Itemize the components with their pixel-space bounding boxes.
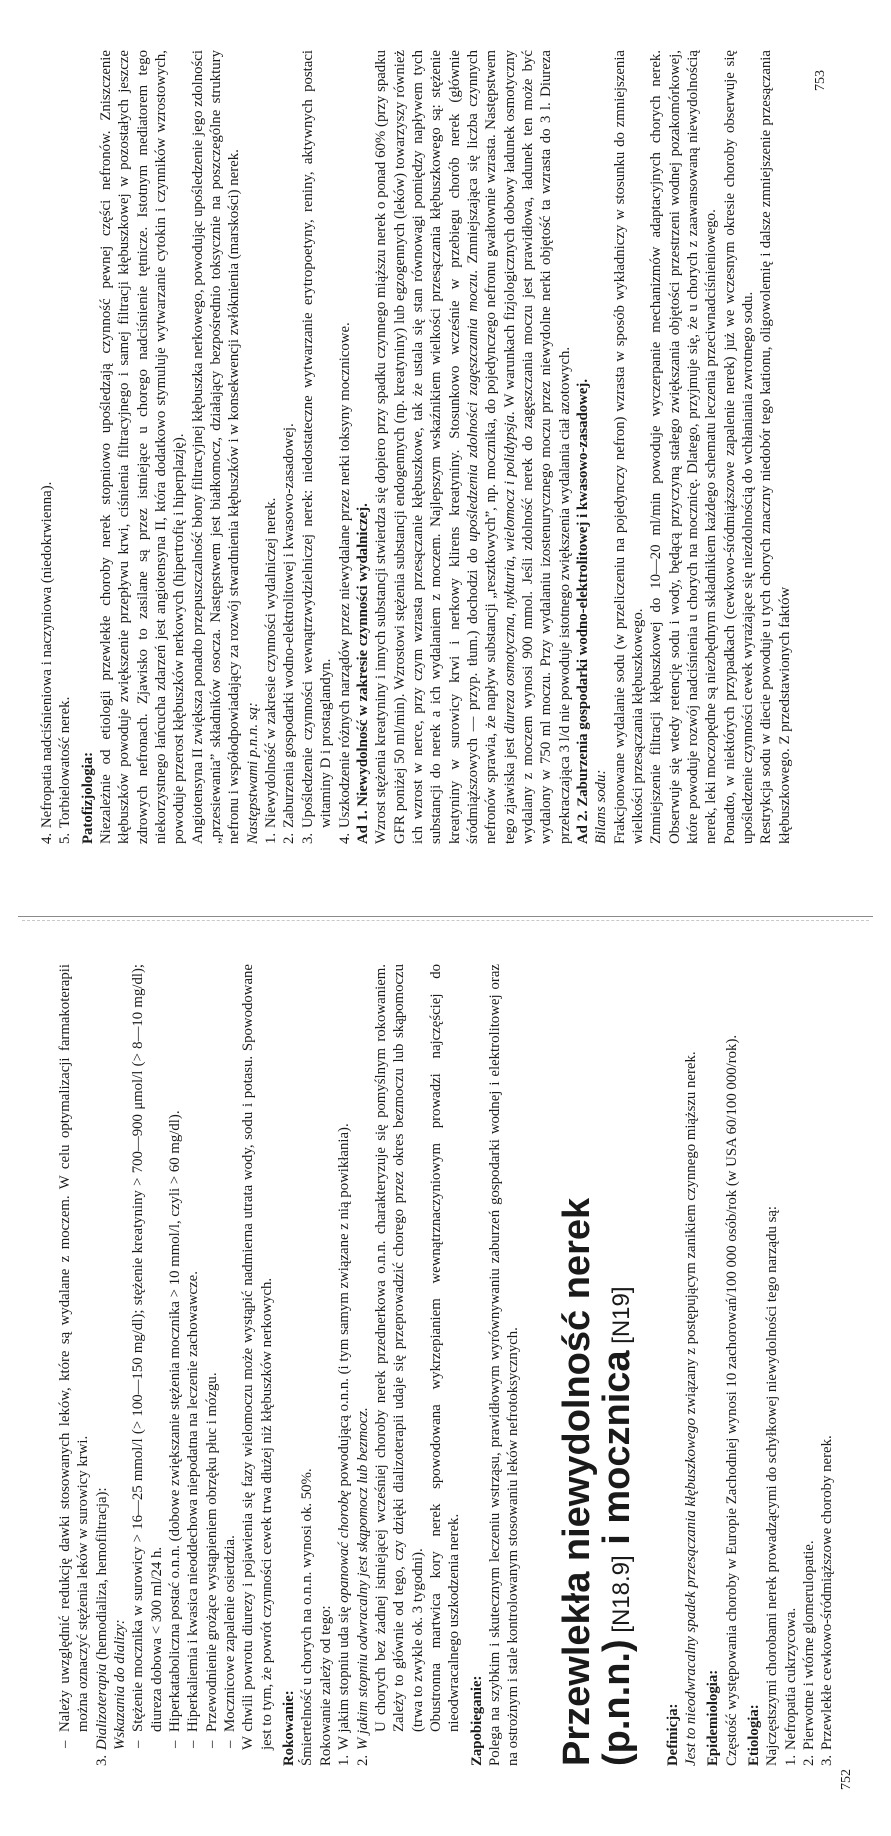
paragraph: Zmniejszenie filtracji kłębuszkowej do 10—20 ml/min powoduje wyczerpanie mechanizmów adaptacyjnych chorych nerek. Obserwuje się wtedy retencję sodu i wody, będącą przyczyną stałego zwiększania objętości przestrzeni wodnej pozakomórkowej, które powoduje rozwój nadciśnienia u chorych na mocznicę. Dlatego, przyjmuje się, że u chorych z zaawansowaną niewydolnością nerek, leki moczopędne są niezbędnym składnikiem każdego schematu leczenia przeciwnadciśnieniowego. <box>648 50 720 844</box>
heading-rokowanie: Rokowanie: <box>281 1690 298 1766</box>
list-item: – Przewodnienie grożące wystąpieniem obrzęku płuc i mózgu. <box>203 1372 220 1748</box>
subheading: Bilans sodu: <box>593 769 610 844</box>
heading-patofizjologia: Patofizjologia: <box>79 751 96 844</box>
paragraph: Ponadto, w niektórych przypadkach (cewkowo-śródmiąższowe zapalenie nerek) już we wczesnym okresie choroby obserwuje się upośledzenie czynności cewek wyrażające się niezdolnością do wchłaniania zwrotnego sodu. <box>721 50 757 844</box>
subheading: Następstwami p.n.n. są: <box>244 702 261 844</box>
heading-ad1: Ad 1. Niewydolność w zakresie czynności wydalniczej. <box>354 503 371 844</box>
paragraph: Rokowanie zależy od tego: <box>317 1605 334 1766</box>
chapter-title: Przewlekła niewydolność nerek (p.n.n.) [N18.9] i mocznica [N19] <box>555 1197 638 1766</box>
subheading: Wskazania do dializy: <box>112 1619 129 1750</box>
heading-etiologia: Etiologia: <box>745 1704 762 1766</box>
heading-ad2: Ad 2. Zaburzenia gospodarki wodno-elektrolitowej i kwasowo-zasadowej. <box>574 378 591 844</box>
paragraph: Jest to nieodwracalny spadek przesączania kłębuszkowego związany z postępującym zanikiem czynnego miąższu nerek. <box>682 1051 699 1766</box>
list-item: 1. Nefropatia cukrzycowa. <box>782 1607 799 1766</box>
page-number: 753 <box>813 70 828 91</box>
list-item: 2. Zaburzenia gospodarki wodno-elektrolitowej i kwasowo-zasadowej. <box>281 423 298 844</box>
paragraph: Polega na szybkim i skutecznym leczeniu wstrząsu, prawidłowym wyrównywaniu zaburzeń gospodarki wodnej i elektrolitowej oraz na ostrożnym i stale kontrolowanym stosowaniu leków nefrotoksycznych. <box>486 964 522 1766</box>
list-item: 1. W jakim stopniu uda się opanować chorobę powodującą o.n.n. (i tym samym związane z nią powikłania). <box>336 1123 353 1766</box>
list-item: 5. Torbielowatość nerek. <box>57 696 74 844</box>
list-item: – Należy uwzględnić redukcję dawki stosowanych leków, które są wydalane z moczem. W celu optymalizacji farmakoterapii można oznaczyć stężenia leków w surowicy krwi. <box>57 964 92 1748</box>
paragraph: Niezależnie od etiologii przewlekłe choroby nerek stopniowo upośledzają czynność pewnej części nefronów. Zniszczenie kłębuszków powoduje zwiększenie przepływu krwi, ciśnienia filtracyjnego i samej filtracji kłębuszkowej w pozostałych jeszcze zdrowych nefronach. Zjawisko to zasilane są przez istniejące u chorego nadciśnienie tętnicze. Istotnym mediatorem tego niekorzystnego łańcucha zdarzeń jest angiotensyna II, która dodatkowo stymuluje wytwarzanie cytokin i czynników wzrostowych, powoduje przerost kłębuszków nerkowych (hipertrofię i hiperplazję). <box>98 50 188 844</box>
page-number: 752 <box>839 1769 854 1790</box>
list-item: – Mocznicowe zapalenie osierdzia. <box>222 1535 239 1748</box>
paragraph: Śmiertelność u chorych na o.n.n. wynosi ok. 50%. <box>299 1468 316 1766</box>
page-divider-shadow <box>22 920 869 921</box>
paragraph: W chwili powrotu diurezy i pojawienia się fazy wielomoczu może wystąpić nadmierna utrata wody, sodu i potasu. Spowodowane jest to tym, że powrót czynności cewek trwa dłużej niż kłębuszków nerkowych. <box>240 964 275 1750</box>
list-item: – Hiperkataboliczna postać o.n.n. (dobowe zwiększanie stężenia mocznika > 10 mmol/l, czyli > 60 mg/dl). <box>167 1110 184 1748</box>
page-divider <box>18 916 873 917</box>
heading-definicja: Definicja: <box>664 1703 681 1766</box>
list-item: 4. Nefropatia nadciśnieniowa i naczyniowa (niedokrwienna). <box>39 481 55 844</box>
list-item: 1. Niewydolność w zakresie czynności wydalniczej nerek. <box>263 497 280 844</box>
list-item: 2. Pierwotne i wtórne glomerulopatie. <box>801 1540 817 1766</box>
list-item: 3. Przewlekłe cewkowo-śródmiąższowe choroby nerek. <box>819 1435 836 1766</box>
list-item: – Hiperkaliemia i kwasica nieoddechowa niepodatna na leczenie zachowawcze. <box>185 1271 202 1748</box>
paragraph: Frakcjonowane wydalanie sodu (w przeliczeniu na pojedynczy nefron) wzrasta w sposób wykładniczy w stosunku do zmniejszenia wielkości przesączania kłębuszkowego. <box>611 50 646 844</box>
list-item: 2. W jakim stopniu odwracalny jest skąpomocz lub bezmocz. <box>354 1407 371 1766</box>
list-item: – Stężenie mocznika w surowicy > 16—25 mmol/l (> 100—150 mg/dl); stężenie kreatyniny > 700—900 μmol/l (> 8—10 mg/dl); diureza dobowa < 300 ml/24 h. <box>130 964 165 1748</box>
paragraph: Częstość występowania choroby w Europie Zachodniej wynosi 10 zachorowań/100 000 osób/rok (w USA 60/100 000/rok). <box>723 1034 740 1766</box>
paragraph: Obustronna martwica kory nerek spowodowana wykrzepianiem wewnątrznaczyniowym prowadzi najczęściej do nieodwracalnego uszkodzenia nerek. <box>427 964 463 1732</box>
heading-epidemiologia: Epidemiologia: <box>705 1669 722 1766</box>
paragraph: Najczęstszymi chorobami nerek prowadzącymi do schyłkowej niewydolności tego narządu są: <box>764 1205 781 1766</box>
list-item: 3. Upośledzenie czynności wewnątrzwydzielniczej nerek: niedostateczne wytwarzanie erytropoetyny, reniny, aktywnych postaci witaminy D i prostaglandyn. <box>299 50 335 844</box>
paragraph: U chorych bez żadnej istniejącej wcześniej choroby nerek przednerkowa o.n.n. charakteryzuje się pomyślnym rokowaniem. Zależy to głównie od tego, czy dzięki dializoterapii udaje się przeprowadzić chorego przez okres bezmoczu lub skąpomoczu (trwa to zwykle ok. 3 tygodni). <box>372 964 426 1732</box>
page-753 <box>0 0 875 890</box>
page-752 <box>20 930 870 1806</box>
paragraph: Restrykcja sodu w diecie powoduje u tych chorych znaczny niedobór tego kationu, oligowolemię i dalsze zmniejszenie przesączania kłębuszkowego. Z przedstawionych faktów <box>758 50 793 844</box>
list-item: 3. Dializoterapia (hemodializa, hemofiltracja): <box>93 1487 110 1766</box>
list-item: 4. Uszkodzenie różnych narządów przez niewydalane przez nerki toksyny mocznicowe. <box>336 322 353 844</box>
paragraph: Wzrost stężenia kreatyniny i innych substancji stwierdza się dopiero przy spadku czynnego miąższu nerek o ponad 60% (przy spadku GFR poniżej 50 ml/min). Wzrostowi stężenia substancji endogennych (np. kreatyniny) lub egzogennych (leków) towarzyszy również ich wzrost w nerce, przy czym wzrasta przesączanie kłębuszkowe, tak że ustala się stan równowagi pomiędzy napływem tych substancji do nerek a ich wydalaniem z moczem. Najlepszym wskaźnikiem wielkości przesączania kłębuszkowego są: stężenie kreatyniny w surowicy krwi i nerkowy klirens kreatyniny. Stosunkowo wcześnie w przebiegu chorób nerek (głównie śródmiąższowych — przyp. tłum.) dochodzi do upośledzenia zdolności zagęszczania moczu. Zmniejszająca się liczba czynnych nefronów sprawia, że napływ substancji „resztkowych”, np. mocznika, do pojedynczego nefronu gwałtownie wzrasta. Następstwem tego zjawiska jest diureza osmotyczna, nykturia, wielomocz i polidypsja. W warunkach fizjologicznych dobowy ładunek osmotyczny wydalany z moczem wynosi 900 mmol. Jeśli zdolność nerek do zagęszczania moczu jest prawidłowa, ładunek ten może być wydalony w 750 ml moczu. Przy wydalaniu izostenurycznego moczu przez niewydolne nerki objętość ta wzrasta do 3 l. Diureza przekraczająca 3 l/d nie powoduje istotnego zwiększenia wydalania ciał azotowych. <box>373 49 573 844</box>
paragraph: Angiotensyna II zwiększa ponadto przepuszczalność błony filtracyjnej kłębuszka nerkowego, powodując upośledzenie jego zdolności „przesiewania” składników osocza. Następstwem jest białkomocz, działający bezpośrednio toksycznie na poszczególne struktury nefronu i współodpowiadający za rozwój stwardnienia kłębuszków i w konsekwencji zwłóknienia (marskości) nerek. <box>189 50 243 844</box>
heading-zapobieganie: Zapobieganie: <box>468 1675 485 1766</box>
